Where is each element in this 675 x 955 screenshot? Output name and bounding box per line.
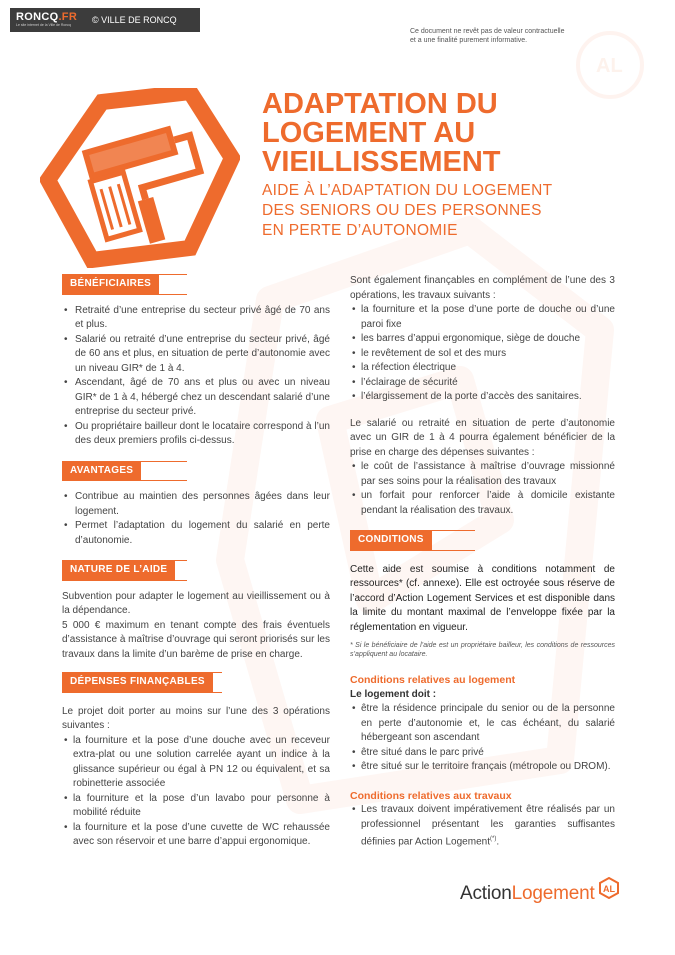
conditions-note: * Si le bénéficiaire de l’aide est un propriétaire bailleur, les conditions de ressources s’appliquent au locataire. [350, 642, 615, 658]
perte-list [350, 460, 615, 518]
list-item: • le coût de l’assistance à maîtrise d’ouvrage missionné par ses soins pour la réalisation des travaux [350, 460, 615, 489]
logement-subheading: Le logement doit : [350, 688, 437, 700]
paint-roller-hexagon-icon [40, 88, 240, 268]
list-item: • Salarié ou retraité d’une entreprise du secteur privé, âgé de 60 ans et plus, en situation de perte d’autonomie avec un niveau GIR* de 1 à 4. [62, 333, 330, 377]
list-item: • les barres d’appui ergonomique, siège de douche [350, 332, 615, 347]
site-banner [10, 8, 200, 32]
brand-mark-text: AL [602, 884, 615, 894]
right-column [350, 274, 615, 850]
list-item: • la fourniture et la pose d’un lavabo pour personne à mobilité réduite [62, 792, 330, 821]
disclaimer-line: Ce document ne revêt pas de valeur contractuelle [410, 28, 565, 35]
list-item: • un forfait pour renforcer l’aide à domicile existante pendant la réalisation des travaux. [350, 489, 615, 518]
list-item: • le revêtement de sol et des murs [350, 347, 615, 362]
complement-list [350, 303, 615, 405]
banner-credit: © VILLE DE RONCQ [92, 15, 177, 25]
section-heading: NATURE DE L’AIDE [62, 561, 175, 580]
section-header-avantages [62, 461, 187, 482]
page-subtitle [262, 181, 642, 241]
action-logement-logo[interactable] [460, 883, 620, 905]
section-header-beneficiaires [62, 274, 187, 295]
beneficiaires-list [62, 304, 330, 449]
list-item: • la réfection électrique [350, 361, 615, 376]
list-item: • être situé sur le territoire français (métropole ou DROM). [350, 760, 615, 775]
logo-tagline: Le site internet de la Ville de Roncq [16, 23, 71, 27]
list-item: • la fourniture et la pose d’une cuvette de WC rehaussée avec son réservoir et une barre d’appui ergonomique. [62, 821, 330, 850]
section-header-nature [62, 560, 187, 581]
subtitle-line: DES SENIORS OU DES PERSONNES [262, 202, 542, 219]
list-item: • Contribue au maintien des personnes âgées dans leur logement. [62, 490, 330, 519]
depenses-intro: Le projet doit porter au moins sur l’une des 3 opérations suivantes : [62, 705, 330, 731]
nature-paragraph: 5 000 € maximum en tenant compte des frais éventuels d’assistance à maîtrise d’ouvrage qui seront priorisés sur les travaux dans la limite d’un barème de prise en charge. [62, 619, 330, 660]
section-header-conditions [350, 530, 475, 551]
disclaimer [410, 27, 640, 45]
list-item: • la fourniture et la pose d’une porte de douche ou d’une paroi fixe [350, 303, 615, 332]
list-item: • être la résidence principale du senior ou de la personne en perte d’autonomie et, le cas échéant, du salarié hébergeant son ascendant [350, 702, 615, 746]
section-header-depenses [62, 672, 222, 693]
logement-heading: Conditions relatives au logement [350, 674, 516, 686]
roncq-logo[interactable] [10, 12, 92, 28]
conditions-paragraph: Cette aide est soumise à conditions notamment de ressources* (cf. annexe). Elle est octroyée sous réserve de l’accord d’Action Logement Services et est disponible dans la limite du montant maximal de l’enveloppe fixée par la réglementation en vigueur. [350, 563, 615, 633]
brand-part1: Action [460, 883, 512, 904]
list-item: • la fourniture et la pose d’une douche avec un receveur extra-plat ou une solution carrelée ayant un indice à la glissance supérieur ou égal à PN 12 ou équivalent, et sa robinetterie associée [62, 734, 330, 792]
subtitle-line: EN PERTE D’AUTONOMIE [262, 222, 458, 239]
list-item: • Retraité d’une entreprise du secteur privé âgé de 70 ans et plus. [62, 304, 330, 333]
list-item: • être situé dans le parc privé [350, 746, 615, 761]
travaux-item-text: Les travaux doivent impérativement être réalisés par un professionnel présentant les garanties suffisantes définies par Action Logement [361, 804, 615, 848]
footnote-marker: (*) [489, 836, 497, 842]
nature-paragraph: Subvention pour adapter le logement au vieillissement ou à la dépendance. [62, 590, 330, 616]
avantages-list [62, 490, 330, 548]
logo-suffix: .FR [58, 11, 78, 23]
list-item: • Les travaux doivent impérativement être réalisés par un professionnel présentant les garanties suffisantes définies par Action Logement(*). [350, 803, 615, 850]
list-item: • Ou propriétaire bailleur dont le locataire correspond à l’un des deux premiers profils ci-dessus. [62, 420, 330, 449]
depenses-list [62, 734, 330, 850]
list-item: • l’éclairage de sécurité [350, 376, 615, 391]
travaux-list [350, 803, 615, 850]
title-line: ADAPTATION DU [262, 88, 498, 120]
al-mark-icon [598, 877, 620, 899]
page-title [262, 90, 622, 177]
svg-text:AL: AL [596, 55, 623, 77]
travaux-heading: Conditions relatives aux travaux [350, 789, 512, 802]
section-heading: AVANTAGES [62, 462, 141, 481]
list-item: • Ascendant, âgé de 70 ans et plus ou avec un niveau GIR* de 1 à 4, hébergé chez un descendant salarié d’une entreprise du secteur privé. [62, 376, 330, 420]
section-heading: DÉPENSES FINANÇABLES [62, 673, 213, 692]
title-line: VIEILLISSEMENT [262, 146, 501, 178]
section-heading: CONDITIONS [350, 531, 432, 550]
section-heading: BÉNÉFICIAIRES [62, 275, 159, 294]
brand-part2: Logement [511, 883, 595, 904]
left-column [62, 274, 330, 850]
disclaimer-line: et a une finalité purement informative. [410, 37, 528, 44]
logo-name: RONCQ [16, 11, 59, 23]
list-item: • Permet l’adaptation du logement du salarié en perte d’autonomie. [62, 519, 330, 548]
list-item: • l’élargissement de la porte d’accès des sanitaires. [350, 390, 615, 405]
title-line: LOGEMENT AU [262, 117, 476, 149]
logement-list [350, 702, 615, 775]
perte-intro: Le salarié ou retraité en situation de perte d’autonomie avec un GIR de 1 à 4 pourra également bénéficier de la prise en charge des dépenses suivantes : [350, 417, 615, 458]
subtitle-line: AIDE À L’ADAPTATION DU LOGEMENT [262, 182, 553, 199]
complement-intro: Sont également finançables en complément de l’une des 3 opérations, les travaux suivants : [350, 275, 615, 301]
